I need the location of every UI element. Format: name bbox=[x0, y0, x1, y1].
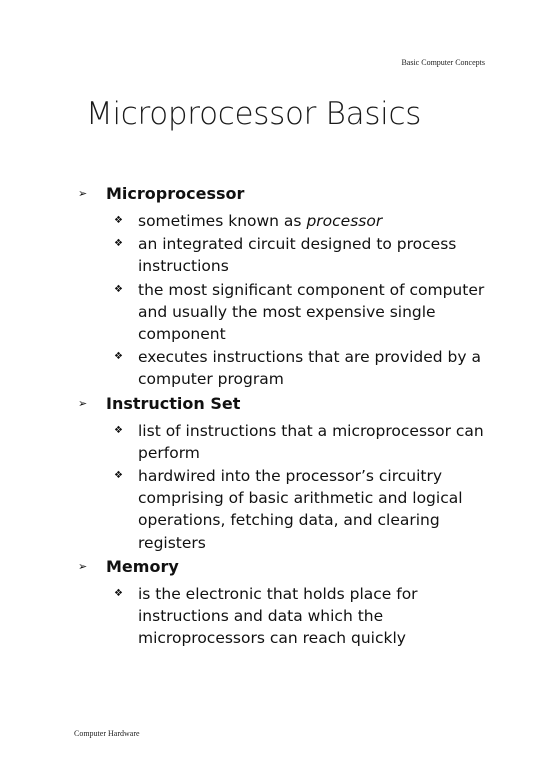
section-heading bbox=[78, 392, 498, 416]
bullet-list bbox=[78, 583, 498, 650]
item-text: is the electronic that holds place for instructions and data which the microprocessors can reach quickly bbox=[138, 584, 418, 648]
list-item bbox=[78, 420, 498, 464]
page-title: Microprocessor Basics bbox=[86, 96, 422, 132]
diamond-bullet-icon: ❖ bbox=[114, 215, 123, 226]
section-heading bbox=[78, 555, 498, 579]
section-heading-text: Memory bbox=[106, 556, 179, 576]
list-item bbox=[78, 346, 498, 390]
section-microprocessor bbox=[78, 182, 498, 391]
page-footer: Computer Hardware bbox=[74, 729, 140, 738]
section-heading-text: Microprocessor bbox=[106, 184, 245, 203]
arrow-bullet-icon: ➢ bbox=[78, 396, 88, 410]
list-item bbox=[78, 233, 498, 277]
diamond-bullet-icon: ❖ bbox=[114, 424, 123, 436]
bullet-list bbox=[78, 210, 498, 391]
item-text: list of instructions that a microprocessor can perform bbox=[138, 421, 484, 462]
section-memory bbox=[78, 555, 498, 650]
diamond-bullet-icon: ❖ bbox=[114, 283, 123, 295]
list-item bbox=[78, 210, 498, 232]
list-item bbox=[78, 465, 498, 554]
diamond-bullet-icon: ❖ bbox=[114, 351, 123, 363]
list-item bbox=[78, 279, 498, 346]
page-header: Basic Computer Concepts bbox=[401, 58, 485, 67]
list-item bbox=[78, 583, 498, 650]
arrow-bullet-icon: ➢ bbox=[78, 559, 88, 573]
diamond-bullet-icon: ❖ bbox=[114, 470, 123, 482]
arrow-bullet-icon: ➢ bbox=[78, 187, 88, 200]
section-heading bbox=[78, 182, 498, 206]
item-emphasis: processor bbox=[306, 212, 383, 230]
section-heading-text: Instruction Set bbox=[106, 393, 241, 413]
content-body bbox=[78, 182, 498, 650]
item-text: executes instructions that are provided by a computer program bbox=[138, 348, 481, 389]
section-instruction-set bbox=[78, 392, 498, 554]
item-text: an integrated circuit designed to process instructions bbox=[138, 235, 457, 276]
bullet-list bbox=[78, 420, 498, 554]
item-text: sometimes known as bbox=[138, 212, 307, 230]
diamond-bullet-icon: ❖ bbox=[114, 587, 123, 599]
item-text: hardwired into the processor’s circuitry comprising of basic arithmetic and logical operations, fetching data, and clearing registers bbox=[138, 467, 463, 552]
diamond-bullet-icon: ❖ bbox=[114, 238, 123, 250]
item-text: the most significant component of computer and usually the most expensive single component bbox=[138, 280, 485, 344]
